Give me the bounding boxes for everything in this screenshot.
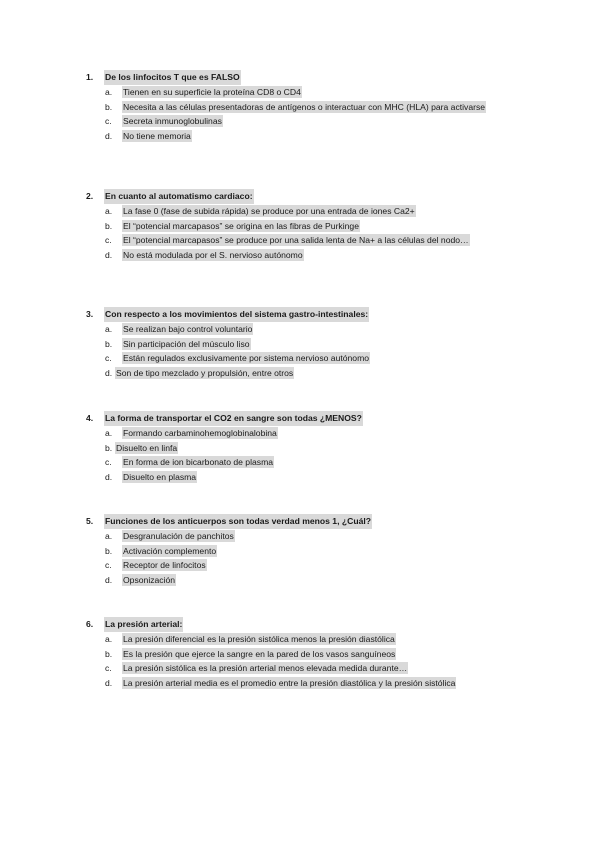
option-text: La presión sistólica es la presión arterial menos elevada medida durante…: [123, 663, 408, 674]
option-b: [86, 441, 506, 456]
option-text: Están regulados exclusivamente por sistema nervioso autónomo: [123, 353, 370, 364]
option-text: La fase 0 (fase de subida rápida) se produce por una entrada de iones Ca2+: [123, 205, 415, 216]
question-number: 6.: [86, 619, 94, 629]
question-2: [86, 189, 506, 263]
option-letter: c.: [105, 663, 112, 674]
option-text: Necesita a las células presentadoras de antígenos o interactuar con MHC (HLA) para activarse: [123, 101, 486, 112]
option-text: Secreta inmunoglobulinas: [123, 116, 222, 127]
option-b: [86, 544, 506, 559]
question-number: 4.: [86, 413, 94, 423]
option-d: [86, 129, 506, 144]
option-letter: c.: [105, 457, 112, 468]
question-title: [86, 307, 506, 322]
option-letter: d.: [105, 131, 113, 142]
question-4: [86, 411, 506, 485]
question-text: La presión arterial:: [104, 617, 183, 632]
option-text: Es la presión que ejerce la sangre en la pared de los vasos sanguíneos: [123, 648, 396, 659]
question-title: [86, 189, 506, 204]
option-a: [86, 426, 506, 441]
option-b: [86, 647, 506, 662]
question-5: [86, 514, 506, 588]
option-letter: a.: [105, 323, 113, 334]
option-letter: a.: [105, 633, 113, 644]
option-letter: d.: [105, 368, 113, 379]
option-letter: c.: [105, 116, 112, 127]
question-text: En cuanto al automatismo cardiaco:: [104, 189, 254, 204]
question-6: [86, 617, 506, 691]
option-letter: a.: [105, 427, 113, 438]
option-text: Formando carbaminohemoglobinalobina: [123, 427, 277, 438]
option-c: [86, 661, 506, 676]
option-a: [86, 204, 506, 219]
option-a: [86, 632, 506, 647]
option-text: Opsonización: [123, 575, 176, 586]
option-text: Sin participación del músculo liso: [123, 338, 250, 349]
option-letter: b.: [105, 101, 113, 112]
option-letter: c.: [105, 353, 112, 364]
question-title: [86, 514, 506, 529]
option-c: [86, 114, 506, 129]
option-text: La presión diferencial es la presión sistólica menos la presión diastólica: [123, 633, 395, 644]
option-c: [86, 351, 506, 366]
question-number: 2.: [86, 191, 94, 201]
option-text: No está modulada por el S. nervioso autónomo: [123, 250, 303, 261]
option-text: La presión arterial media es el promedio entre la presión diastólica y la presión sistólica: [123, 678, 456, 689]
option-text: Desgranulación de panchitos: [123, 530, 234, 541]
option-c: [86, 455, 506, 470]
option-letter: a.: [105, 205, 113, 216]
option-letter: b.: [105, 648, 113, 659]
option-letter: b.: [105, 442, 113, 453]
option-text: Tienen en su superficie la proteína CD8 o CD4: [123, 86, 301, 97]
question-title: [86, 411, 506, 426]
option-letter: d.: [105, 575, 113, 586]
option-text: Disuelto en linfa: [116, 442, 178, 453]
question-title: [86, 617, 506, 632]
option-letter: c.: [105, 560, 112, 571]
option-letter: d.: [105, 472, 113, 483]
question-3: [86, 307, 506, 381]
option-letter: a.: [105, 86, 113, 97]
option-text: En forma de ion bicarbonato de plasma: [123, 457, 274, 468]
question-title: [86, 70, 506, 85]
option-text: Son de tipo mezclado y propulsión, entre otros: [116, 368, 294, 379]
option-text: Disuelto en plasma: [123, 472, 197, 483]
option-a: [86, 322, 506, 337]
option-a: [86, 85, 506, 100]
option-text: Activación complemento: [123, 545, 217, 556]
option-letter: b.: [105, 545, 113, 556]
question-text: Con respecto a los movimientos del sistema gastro-intestinales:: [104, 307, 369, 322]
option-text: No tiene memoria: [123, 131, 191, 142]
question-text: La forma de transportar el CO2 en sangre son todas ¿MENOS?: [104, 411, 363, 426]
option-b: [86, 219, 506, 234]
option-b: [86, 100, 506, 115]
option-d: [86, 248, 506, 263]
option-c: [86, 233, 506, 248]
option-letter: b.: [105, 220, 113, 231]
option-letter: c.: [105, 235, 112, 246]
option-d: [86, 676, 506, 691]
option-text: Receptor de linfocitos: [123, 560, 206, 571]
option-d: [86, 573, 506, 588]
option-letter: a.: [105, 530, 113, 541]
option-letter: d.: [105, 250, 113, 261]
option-letter: b.: [105, 338, 113, 349]
question-number: 1.: [86, 72, 94, 82]
option-c: [86, 558, 506, 573]
option-text: El “potencial marcapasos” se produce por una salida lenta de Na+ a las células del nodo…: [123, 235, 469, 246]
question-text: Funciones de los anticuerpos son todas verdad menos 1, ¿Cuál?: [104, 514, 372, 529]
option-letter: d.: [105, 678, 113, 689]
option-d: [86, 366, 506, 381]
option-text: El “potencial marcapasos” se origina en las fibras de Purkinge: [123, 220, 359, 231]
option-b: [86, 337, 506, 352]
option-a: [86, 529, 506, 544]
option-text: Se realizan bajo control voluntario: [123, 323, 253, 334]
question-number: 5.: [86, 516, 94, 526]
option-d: [86, 470, 506, 485]
question-text: De los linfocitos T que es FALSO: [104, 70, 241, 85]
question-1: [86, 70, 506, 144]
question-number: 3.: [86, 309, 94, 319]
